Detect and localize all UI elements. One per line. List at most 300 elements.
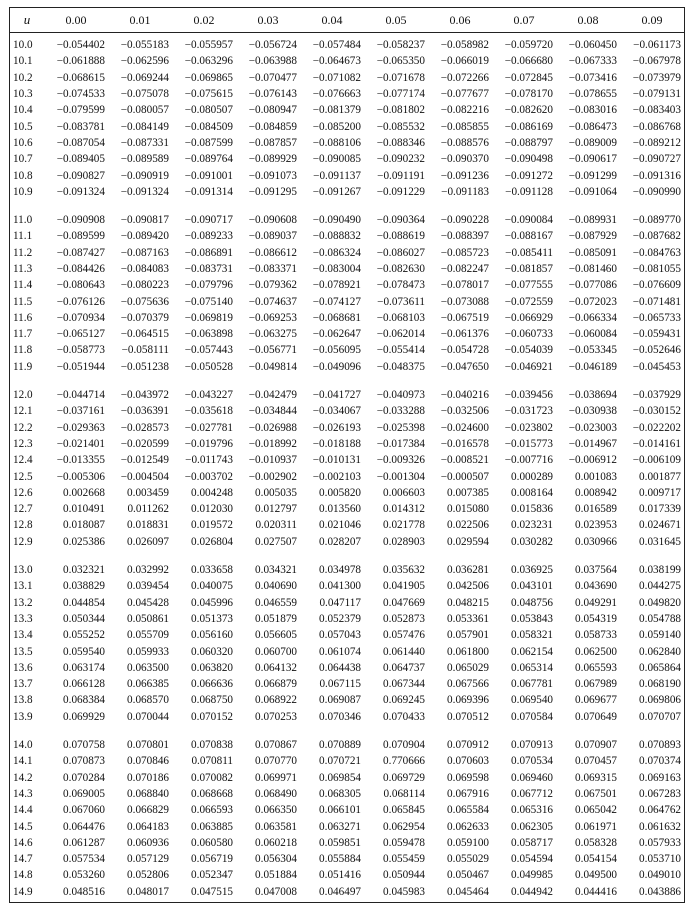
table-cell: −0.066929 xyxy=(504,311,553,324)
table-cell: −0.059431 xyxy=(632,328,681,341)
table-cell: 0.067712 xyxy=(511,787,553,800)
table-cell: 0.003459 xyxy=(127,486,169,499)
table-cell: 0.070534 xyxy=(511,755,553,768)
table-cell: 0.050944 xyxy=(383,869,425,882)
row-u-value: 10.0 xyxy=(13,39,33,52)
table-cell: −0.067978 xyxy=(632,55,681,68)
table-cell: −0.027781 xyxy=(184,421,233,434)
table-cell: 0.052347 xyxy=(191,869,233,882)
table-row xyxy=(10,53,684,69)
table-cell: −0.015773 xyxy=(504,437,553,450)
table-cell: −0.036391 xyxy=(120,405,169,418)
table-cell: 0.047117 xyxy=(319,596,361,609)
table-cell: −0.032506 xyxy=(440,405,489,418)
table-cell: −0.091001 xyxy=(184,169,233,182)
table-cell: 0.068668 xyxy=(191,787,233,800)
table-cell: −0.055183 xyxy=(120,39,169,52)
table-cell: −0.071481 xyxy=(632,295,681,308)
table-row xyxy=(10,786,684,802)
table-cell: −0.090617 xyxy=(568,153,617,166)
table-cell: 0.048516 xyxy=(63,885,105,898)
table-cell: −0.079796 xyxy=(184,279,233,292)
table-cell: −0.084083 xyxy=(120,263,169,275)
table-cell: −0.017384 xyxy=(376,437,425,450)
group-spacer xyxy=(10,550,684,562)
table-cell: 0.070584 xyxy=(511,710,553,723)
table-cell: 0.044854 xyxy=(63,596,105,609)
table-cell: 0.063500 xyxy=(127,661,169,674)
table-cell: −0.090084 xyxy=(504,214,553,227)
table-cell: −0.026193 xyxy=(312,421,361,434)
table-cell: −0.056724 xyxy=(248,39,297,52)
table-cell: −0.088576 xyxy=(440,136,489,149)
table-cell: 0.070603 xyxy=(447,755,489,768)
table-cell: −0.018188 xyxy=(312,437,361,450)
table-cell: 0.070846 xyxy=(127,755,169,768)
table-header xyxy=(10,8,684,33)
table-cell: −0.087682 xyxy=(632,230,681,243)
table-cell: 0.067916 xyxy=(447,787,489,800)
table-cell: 0.020311 xyxy=(255,519,297,532)
table-cell: −0.050528 xyxy=(184,360,233,373)
table-cell: −0.021401 xyxy=(56,437,105,450)
table-cell: −0.091267 xyxy=(312,185,361,198)
table-cell: −0.085855 xyxy=(440,120,489,133)
table-cell: 0.037564 xyxy=(575,564,617,577)
table-cell: 0.051373 xyxy=(191,612,233,625)
row-u-value: 11.3 xyxy=(13,263,33,275)
table-cell: −0.074637 xyxy=(248,295,297,308)
table-cell: −0.063898 xyxy=(184,328,233,341)
table-cell: 0.065584 xyxy=(447,804,489,817)
table-cell: 0.044416 xyxy=(575,885,617,898)
table-row xyxy=(10,436,684,452)
table-cell: −0.083781 xyxy=(56,120,105,133)
table-cell: 0.056160 xyxy=(191,629,233,642)
table-cell: 0.026097 xyxy=(127,535,169,548)
table-cell: 0.038199 xyxy=(639,564,681,577)
table-cell: 0.010491 xyxy=(63,503,105,516)
table-cell: 0.049820 xyxy=(639,596,681,609)
table-row xyxy=(10,534,684,550)
table-cell: 0.069854 xyxy=(319,771,361,784)
table-cell: −0.089764 xyxy=(184,153,233,166)
table-cell: 0.036925 xyxy=(511,564,553,577)
table-cell: 0.053361 xyxy=(447,612,489,625)
table-row xyxy=(10,485,684,501)
table-cell: −0.091191 xyxy=(377,169,425,182)
table-cell: 0.070433 xyxy=(383,710,425,723)
table-cell: −0.082630 xyxy=(376,263,425,275)
table-cell: −0.079599 xyxy=(56,104,105,117)
table-cell: −0.034067 xyxy=(312,405,361,418)
row-u-value: 14.4 xyxy=(13,804,33,817)
table-cell: −0.083371 xyxy=(248,263,297,275)
row-u-value: 12.0 xyxy=(13,389,33,402)
row-u-value: 10.7 xyxy=(13,153,33,166)
table-cell: −0.084859 xyxy=(248,120,297,133)
table-cell: −0.091064 xyxy=(568,185,617,198)
table-cell: −0.069244 xyxy=(120,71,169,84)
table-cell: −0.044714 xyxy=(56,389,105,402)
table-cell: 0.064183 xyxy=(127,820,169,833)
table-cell: 0.054154 xyxy=(575,853,617,866)
table-cell: −0.070934 xyxy=(56,311,105,324)
table-cell: 0.027507 xyxy=(255,535,297,548)
table-cell: −0.085091 xyxy=(568,246,617,259)
table-cell: −0.016578 xyxy=(440,437,489,450)
table-cell: −0.089589 xyxy=(120,153,169,166)
table-cell: 0.045996 xyxy=(191,596,233,609)
table-cell: −0.024600 xyxy=(440,421,489,434)
spacer-cell xyxy=(10,375,684,387)
row-u-value: 13.2 xyxy=(13,596,33,609)
table-cell: 0.064132 xyxy=(255,661,297,674)
table-cell: −0.089037 xyxy=(248,230,297,243)
table-cell: 0.063271 xyxy=(319,820,361,833)
table-cell: −0.084509 xyxy=(184,120,233,133)
table-cell: −0.004504 xyxy=(120,470,169,483)
table-row xyxy=(10,277,684,293)
row-u-value: 11.7 xyxy=(13,328,33,341)
header-row xyxy=(10,8,684,33)
header-col-0.00: 0.00 xyxy=(44,8,108,33)
table-row xyxy=(10,310,684,326)
table-cell: 0.062154 xyxy=(511,645,553,658)
row-u-value: 11.6 xyxy=(13,311,33,324)
table-cell: 0.062633 xyxy=(447,820,489,833)
table-cell: −0.086473 xyxy=(568,120,617,133)
table-cell: 0.060218 xyxy=(255,836,297,849)
table-cell: 0.053843 xyxy=(511,612,553,625)
table-row xyxy=(10,595,684,611)
row-u-value: 11.2 xyxy=(13,246,33,259)
row-u-value: 14.1 xyxy=(13,755,33,768)
table-cell: 0.070912 xyxy=(447,739,489,752)
row-u-value: 14.2 xyxy=(13,771,33,784)
table-cell: 0.015080 xyxy=(447,503,489,516)
table-cell: −0.090817 xyxy=(120,214,169,227)
table-cell: 0.059851 xyxy=(319,836,361,849)
table-cell: −0.090717 xyxy=(184,214,233,227)
table-cell: −0.088346 xyxy=(376,136,425,149)
table-cell: −0.087929 xyxy=(568,230,617,243)
table-row xyxy=(10,135,684,151)
table-cell: 0.070457 xyxy=(575,755,617,768)
row-u-value: 12.5 xyxy=(13,470,33,483)
table-cell: 0.015836 xyxy=(511,503,553,516)
table-cell: −0.086324 xyxy=(312,246,361,259)
table-row xyxy=(10,676,684,692)
table-cell: −0.006912 xyxy=(568,454,617,467)
table-cell: 0.064438 xyxy=(319,661,361,674)
table-cell: −0.019796 xyxy=(184,437,233,450)
table-cell: −0.089931 xyxy=(568,214,617,227)
header-col-0.09: 0.09 xyxy=(620,8,684,33)
table-cell: −0.058982 xyxy=(440,39,489,52)
table-cell: 0.066350 xyxy=(255,804,297,817)
table-cell: 0.058321 xyxy=(511,629,553,642)
table-cell: −0.073416 xyxy=(568,71,617,84)
table-cell: 0.039454 xyxy=(127,580,169,593)
table-cell: −0.002902 xyxy=(248,470,297,483)
table-row xyxy=(10,293,684,309)
table-cell: −0.060084 xyxy=(568,328,617,341)
table-row xyxy=(10,86,684,102)
table-cell: 0.021046 xyxy=(319,519,361,532)
table-cell: 0.068490 xyxy=(255,787,297,800)
table-cell: −0.074533 xyxy=(56,88,105,101)
table-cell: −0.067519 xyxy=(440,311,489,324)
table-cell: −0.061173 xyxy=(633,39,681,52)
header-col-0.05: 0.05 xyxy=(364,8,428,33)
table-cell: −0.080507 xyxy=(184,104,233,117)
table-cell: 0.036281 xyxy=(447,564,489,577)
table-row xyxy=(10,102,684,118)
table-cell: −0.061376 xyxy=(440,328,489,341)
table-cell: −0.081460 xyxy=(568,263,617,275)
table-cell: −0.091295 xyxy=(248,185,297,198)
table-cell: −0.078921 xyxy=(312,279,361,292)
table-cell: 0.043886 xyxy=(639,885,681,898)
table-cell: 0.040075 xyxy=(191,580,233,593)
table-cell: −0.091324 xyxy=(56,185,105,198)
table-cell: 0.062305 xyxy=(511,820,553,833)
table-cell: 0.065316 xyxy=(511,804,553,817)
table-cell: −0.091316 xyxy=(632,169,681,182)
table-cell: 0.056605 xyxy=(255,629,297,642)
table-cell: −0.075078 xyxy=(120,88,169,101)
row-u-value: 13.3 xyxy=(13,612,33,625)
table-cell: 0.070889 xyxy=(319,739,361,752)
table-cell: −0.083004 xyxy=(312,263,361,275)
table-cell: −0.087331 xyxy=(120,136,169,149)
table-cell: −0.067333 xyxy=(568,55,617,68)
table-cell: −0.089770 xyxy=(632,214,681,227)
table-cell: 0.026804 xyxy=(191,535,233,548)
table-cell: −0.081857 xyxy=(504,263,553,275)
table-cell: 0.069315 xyxy=(575,771,617,784)
row-u-value: 13.9 xyxy=(13,710,33,723)
table-cell: 0.056719 xyxy=(191,853,233,866)
table-cell: 0.070082 xyxy=(191,771,233,784)
table-cell: 0.055709 xyxy=(127,629,169,642)
table-cell: 0.061800 xyxy=(447,645,489,658)
table-cell: −0.085200 xyxy=(312,120,361,133)
table-cell: −0.091236 xyxy=(440,169,489,182)
table-cell: −0.089233 xyxy=(184,230,233,243)
table-cell: 0.047515 xyxy=(191,885,233,898)
table-cell: −0.056771 xyxy=(248,344,297,357)
row-u-value: 13.7 xyxy=(13,678,33,691)
table-cell: 0.045983 xyxy=(383,885,425,898)
table-cell: −0.090228 xyxy=(440,214,489,227)
table-cell: −0.089009 xyxy=(568,136,617,149)
header-col-0.07: 0.07 xyxy=(492,8,556,33)
table-cell: 0.070253 xyxy=(255,710,297,723)
table-cell: 0.066128 xyxy=(63,678,105,691)
table-cell: −0.046189 xyxy=(568,360,617,373)
row-u-value: 13.0 xyxy=(13,564,33,577)
table-cell: −0.049814 xyxy=(248,360,297,373)
table-cell: −0.090827 xyxy=(56,169,105,182)
table-row xyxy=(10,884,684,900)
row-u-value: 11.1 xyxy=(13,230,33,243)
header-col-0.04: 0.04 xyxy=(300,8,364,33)
row-u-value: 12.8 xyxy=(13,519,33,532)
table-cell: −0.077677 xyxy=(440,88,489,101)
row-u-value: 11.9 xyxy=(13,360,33,373)
table-cell: 0.067989 xyxy=(575,678,617,691)
table-row xyxy=(10,867,684,883)
table-cell: 0.065042 xyxy=(575,804,617,817)
table-cell: 0.043101 xyxy=(511,580,553,593)
table-row xyxy=(10,151,684,167)
table-cell: −0.068103 xyxy=(376,311,425,324)
table-row xyxy=(10,769,684,785)
row-u-value: 14.6 xyxy=(13,836,33,849)
table-cell: 0.000289 xyxy=(511,470,553,483)
table-cell: 0.070707 xyxy=(639,710,681,723)
table-cell: 0.070913 xyxy=(511,739,553,752)
table-cell: 0.046497 xyxy=(319,885,361,898)
table-cell: 0.054788 xyxy=(639,612,681,625)
table-cell: 0.062954 xyxy=(383,820,425,833)
table-cell: 0.016589 xyxy=(575,503,617,516)
table-cell: −0.070379 xyxy=(120,311,169,324)
header-col-0.08: 0.08 xyxy=(556,8,620,33)
table-cell: 0.058733 xyxy=(575,629,617,642)
table-cell: −0.090498 xyxy=(504,153,553,166)
spacer-cell xyxy=(10,550,684,562)
table-cell: 0.035632 xyxy=(383,564,425,577)
table-cell: 0.055459 xyxy=(383,853,425,866)
group-spacer xyxy=(10,375,684,387)
table-cell: −0.037161 xyxy=(56,405,105,418)
table-cell: −0.062596 xyxy=(120,55,169,68)
row-u-value: 13.1 xyxy=(13,580,33,593)
table-cell: −0.038694 xyxy=(568,389,617,402)
row-u-value: 11.8 xyxy=(13,344,33,357)
table-cell: −0.056095 xyxy=(312,344,361,357)
table-cell: 0.060700 xyxy=(255,645,297,658)
table-cell: −0.071678 xyxy=(376,71,425,84)
row-u-value: 12.4 xyxy=(13,454,33,467)
table-cell: −0.066019 xyxy=(440,55,489,68)
table-cell: 0.018087 xyxy=(63,519,105,532)
table-cell: −0.086768 xyxy=(632,120,681,133)
table-cell: 0.069929 xyxy=(63,710,105,723)
table-cell: −0.059720 xyxy=(504,39,553,52)
table-row xyxy=(10,452,684,468)
table-cell: 0.053260 xyxy=(63,869,105,882)
table-cell: 0.070801 xyxy=(127,739,169,752)
table-cell: 0.021778 xyxy=(383,519,425,532)
table-cell: −0.088797 xyxy=(504,136,553,149)
table-cell: 0.065864 xyxy=(639,661,681,674)
table-cell: 0.061287 xyxy=(63,836,105,849)
table-cell: −0.058773 xyxy=(56,344,105,357)
table-cell: −0.091073 xyxy=(248,169,297,182)
table-cell: 0.028903 xyxy=(383,535,425,548)
table-cell: 0.023953 xyxy=(575,519,617,532)
table-cell: −0.074127 xyxy=(312,295,361,308)
table-cell: 0.014312 xyxy=(383,503,425,516)
table-cell: −0.026988 xyxy=(248,421,297,434)
table-cell: −0.084426 xyxy=(56,263,105,275)
table-cell: 0.030966 xyxy=(575,535,617,548)
table-cell: −0.058111 xyxy=(121,344,169,357)
table-cell: −0.076126 xyxy=(56,295,105,308)
table-cell: 0.066829 xyxy=(127,804,169,817)
table-cell: −0.090364 xyxy=(376,214,425,227)
table-cell: 0.013560 xyxy=(319,503,361,516)
table-cell: −0.091314 xyxy=(184,185,233,198)
table-cell: −0.080643 xyxy=(56,279,105,292)
table-cell: −0.043972 xyxy=(120,389,169,402)
table-cell: 0.065845 xyxy=(383,804,425,817)
table-cell: −0.055957 xyxy=(184,39,233,52)
table-cell: −0.088832 xyxy=(312,230,361,243)
table-cell: −0.068615 xyxy=(56,71,105,84)
table-cell: −0.080223 xyxy=(120,279,169,292)
table-cell: −0.052646 xyxy=(632,344,681,357)
table-cell: −0.091324 xyxy=(120,185,169,198)
table-cell: −0.081055 xyxy=(632,263,681,275)
table-cell: 0.046559 xyxy=(255,596,297,609)
table-cell: 0.033658 xyxy=(191,564,233,577)
table-cell: −0.089405 xyxy=(56,153,105,166)
table-row xyxy=(10,627,684,643)
table-cell: 0.043690 xyxy=(575,580,617,593)
table-cell: −0.012549 xyxy=(120,454,169,467)
table-cell: −0.014967 xyxy=(568,437,617,450)
table-cell: 0.058717 xyxy=(511,836,553,849)
table-cell: 0.068190 xyxy=(639,678,681,691)
table-cell: 0.057043 xyxy=(319,629,361,642)
table-cell: −0.088106 xyxy=(312,136,361,149)
table-cell: −0.070477 xyxy=(248,71,297,84)
table-cell: −0.082247 xyxy=(440,263,489,275)
table-cell: −0.008521 xyxy=(440,454,489,467)
table-cell: −0.014161 xyxy=(632,437,681,450)
table-cell: 0.063581 xyxy=(255,820,297,833)
table-cell: 0.070346 xyxy=(319,710,361,723)
table-cell: 0.068840 xyxy=(127,787,169,800)
table-cell: 0.067115 xyxy=(319,678,361,691)
table-cell: 0.069806 xyxy=(639,694,681,707)
table-cell: −0.088619 xyxy=(376,230,425,243)
table-row xyxy=(10,643,684,659)
table-cell: −0.090990 xyxy=(632,185,681,198)
numeric-table-frame xyxy=(9,7,685,903)
table-cell: 0.068114 xyxy=(383,787,425,800)
table-cell: 0.050467 xyxy=(447,869,489,882)
table-cell: −0.084763 xyxy=(632,246,681,259)
table-cell: 0.063820 xyxy=(191,661,233,674)
table-cell: 0.029594 xyxy=(447,535,489,548)
table-cell: 0.070907 xyxy=(575,739,617,752)
table-row xyxy=(10,184,684,200)
table-cell: −0.040216 xyxy=(440,389,489,402)
table-cell: −0.068681 xyxy=(312,311,361,324)
table-cell: −0.063296 xyxy=(184,55,233,68)
table-cell: −0.090908 xyxy=(56,214,105,227)
table-cell: −0.057484 xyxy=(312,39,361,52)
table-cell: 0.061074 xyxy=(319,645,361,658)
table-cell: 0.059478 xyxy=(383,836,425,849)
table-cell: 0.067283 xyxy=(639,787,681,800)
